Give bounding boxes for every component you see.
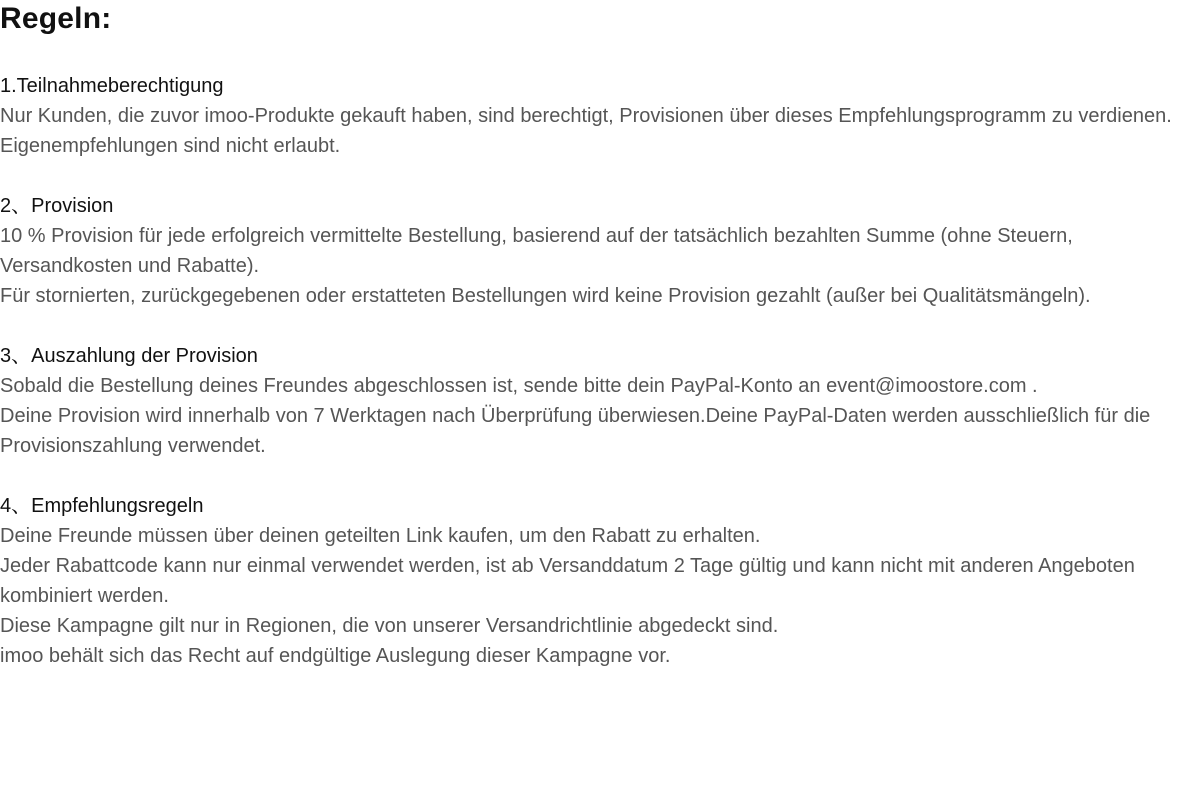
section-paragraph: Deine Freunde müssen über deinen geteilten Link kaufen, um den Rabatt zu erhalten. [0,525,761,547]
section-paragraph: Für stornierten, zurückgegebenen oder erstatteten Bestellungen wird keine Provision gezahlt (außer bei Qualitätsmängeln). [0,285,1091,307]
section-paragraph: Sobald die Bestellung deines Freundes abgeschlossen ist, sende bitte dein PayPal-Konto an event@imoostore.com . [0,375,1038,397]
section-paragraph: Eigenempfehlungen sind nicht erlaubt. [0,135,341,157]
section-heading: 4、Empfehlungsregeln [0,495,204,517]
section-heading: 1.Teilnahmeberechtigung [0,75,224,97]
rule-section-eligibility [0,71,1195,161]
section-heading: 2、Provision [0,195,114,217]
section-paragraph: Jeder Rabattcode kann nur einmal verwendet werden, ist ab Versanddatum 2 Tage gültig und kann nicht mit anderen Angeboten kombiniert werden. [0,555,1135,607]
rules-section-list [0,71,1195,671]
section-paragraph: Nur Kunden, die zuvor imoo-Produkte gekauft haben, sind berechtigt, Provisionen über dieses Empfehlungsprogramm zu verdienen. [0,105,1172,127]
rules-title: Regeln: [0,2,112,35]
section-paragraph: imoo behält sich das Recht auf endgültige Auslegung dieser Kampagne vor. [0,645,671,667]
section-paragraph: Diese Kampagne gilt nur in Regionen, die von unserer Versandrichtlinie abgedeckt sind. [0,615,779,637]
rule-section-commission [0,191,1195,311]
section-paragraph: 10 % Provision für jede erfolgreich vermittelte Bestellung, basierend auf der tatsächlich bezahlten Summe (ohne Steuern, Versandkosten und Rabatte). [0,225,1073,277]
section-heading: 3、Auszahlung der Provision [0,345,258,367]
rule-section-referral [0,491,1195,671]
section-paragraph: Deine Provision wird innerhalb von 7 Werktagen nach Überprüfung überwiesen.Deine PayPal-Daten werden ausschließlich für die Provisionszahlung verwendet. [0,405,1151,457]
rule-section-payout [0,341,1195,461]
